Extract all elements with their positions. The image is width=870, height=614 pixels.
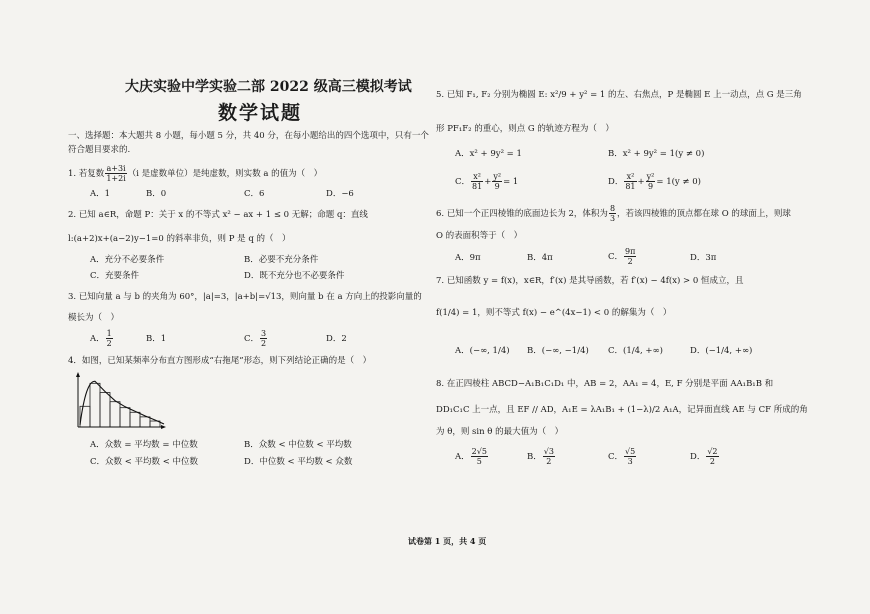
q8-opt-d-label: D． <box>690 452 706 462</box>
q6-vol-num: 8 <box>609 204 616 213</box>
q4-option-b: B．众数 < 中位数 < 平均数 <box>244 440 352 450</box>
q5-c-9: 9 <box>494 182 500 191</box>
q5-d-81: 81 <box>625 182 636 191</box>
histogram-bar <box>130 412 140 427</box>
q5-d-9: 9 <box>647 182 654 191</box>
q5-opt-d-tail: = 1(y ≠ 0) <box>656 177 701 187</box>
q6-line2: O 的表面积等于（ ） <box>436 231 523 241</box>
x-axis-arrow-icon <box>161 425 166 429</box>
q2-option-a: A．充分不必要条件 <box>90 255 165 265</box>
q3-line1: 3. 已知向量 a 与 b 的夹角为 60°，|a|=3，|a+b|=√13，则向量 b 在 a 方向上的投影向量的 <box>68 292 422 302</box>
q7-option-a: A．(−∞, 1/4) <box>455 346 510 356</box>
histogram-bar <box>120 408 130 427</box>
q7-line1: 7. 已知函数 y = f(x)，x∈R，f′(x) 是其导函数，若 f′(x) − 4f(x) > 0 恒成立，且 <box>436 276 744 286</box>
q8-opt-a-label: A． <box>455 452 470 462</box>
q1-option-a: A．1 <box>90 189 111 199</box>
histogram-density-curve <box>80 381 164 425</box>
q1-suffix: （i 是虚数单位）是纯虚数，则实数 a 的值为（ ） <box>127 169 323 179</box>
q6-option-c <box>608 247 637 267</box>
q5-opt-c-frac1 <box>471 172 483 191</box>
q8-opt-a-frac <box>471 447 488 466</box>
q5-line2: 形 PF₁F₂ 的重心，则点 G 的轨迹方程为（ ） <box>436 124 614 134</box>
q5-c-81: 81 <box>472 182 483 191</box>
histogram-bar <box>140 417 150 427</box>
q1-option-b: B．0 <box>146 189 167 199</box>
q3-opt-a-label: A． <box>90 334 105 344</box>
q1-option-d: D．−6 <box>326 189 354 199</box>
q8-opt-a-num: 2√5 <box>471 447 487 456</box>
q8-opt-d-den: 2 <box>709 457 715 466</box>
q5-option-a: A．x² + 9y² = 1 <box>455 149 522 159</box>
q6-option-b: B．4π <box>527 253 553 263</box>
q5-c-y2: y² <box>493 172 502 181</box>
q8-option-c <box>608 447 637 467</box>
q2-option-d: D．既不充分也不必要条件 <box>244 271 345 281</box>
subject-title: 数学试题 <box>218 102 303 124</box>
q5-opt-c-tail: = 1 <box>503 177 519 187</box>
q6-option-d: D．3π <box>690 253 717 263</box>
q3-option-a <box>90 329 114 349</box>
q8-opt-c-frac <box>624 447 636 466</box>
q2-option-b: B．必要不充分条件 <box>244 255 319 265</box>
q8-opt-c-den: 3 <box>627 457 633 466</box>
q5-d-y2: y² <box>646 172 655 181</box>
q5-option-d: D． $\frac{\text{x²}}{81}$ + $\frac{\text{y²}}{9}$ = 1(y ≠ 0) <box>608 172 701 191</box>
q8-opt-b-frac <box>543 447 555 466</box>
q5-c-x2: x² <box>471 172 483 182</box>
page-footer: 试卷第 1 页，共 4 页 <box>408 536 487 546</box>
q6-vol-den: 3 <box>609 214 616 223</box>
q8-opt-b-label: B． <box>527 452 542 462</box>
q7-line2: f(1/4) = 1，则不等式 f(x) − e^(4x−1) < 0 的解集为（ ） <box>436 308 672 318</box>
q4-option-c: C．众数 < 平均数 < 中位数 <box>90 457 199 467</box>
histogram-bar <box>110 402 120 427</box>
q4-line1: 4．如图，已知某频率分布直方图形成“右拖尾”形态，则下列结论正确的是（ ） <box>68 356 372 366</box>
q8-option-d <box>690 447 720 467</box>
section-instructions-line1: 一、选择题：本大题共 8 小题，每小题 5 分，共 40 分，在每小题给出的四个选项中，只有一个 <box>68 131 429 141</box>
q5-opt-d-frac2 <box>646 172 656 191</box>
q6-line1-post: ，若该四棱锥的顶点都在球 O 的球面上，则球 <box>617 209 791 219</box>
q6-opt-c-den: 2 <box>627 257 633 266</box>
q4-option-d: D．中位数 < 平均数 < 众数 <box>244 457 353 467</box>
q3-opt-a-num: 1 <box>106 329 112 338</box>
q3-option-b: B．1 <box>146 334 167 344</box>
q8-opt-b-den: 2 <box>546 457 552 466</box>
q6-option-a: A．9π <box>455 253 481 263</box>
q8-line2: DD₁C₁C 上一点，且 EF // AD，A₁E = λA₁B₁ + (1−λ)/2 A₁A，记异面直线 AE 与 CF 所成的角 <box>436 405 808 415</box>
q3-opt-a-frac <box>106 329 113 348</box>
q3-opt-c-label: C． <box>244 334 260 344</box>
q3-option-d: D．2 <box>326 334 347 344</box>
q2-line1: 2. 已知 a∈R，命题 P：关于 x 的不等式 x² − ax + 1 ≤ 0 无解；命题 q：直线 <box>68 210 368 220</box>
q8-line3: 为 θ，则 sin θ 的最大值为（ ） <box>436 427 564 437</box>
q5-opt-c-label: C． <box>455 177 471 187</box>
q6-line1-pre: 6. 已知一个正四棱锥的底面边长为 2，体积为 <box>436 209 608 219</box>
q5-opt-d-label: D． <box>608 177 624 187</box>
q7-option-d: D．(−1/4, +∞) <box>690 346 753 356</box>
q8-opt-b-num: √3 <box>543 447 554 456</box>
q8-opt-d-num: √2 <box>707 447 718 456</box>
q5-d-x2: x² <box>624 172 636 182</box>
q6-opt-c-num: 9π <box>625 247 636 256</box>
question-1-stem <box>68 163 322 185</box>
q8-opt-d-frac <box>706 447 718 466</box>
histogram-bars <box>80 383 160 427</box>
q3-opt-c-num: 3 <box>261 329 267 338</box>
school-title: 大庆实验中学实验二部 2022 级高三模拟考试 <box>125 79 412 95</box>
q3-line2: 模长为（ ） <box>68 313 120 323</box>
q6-opt-c-frac <box>624 247 636 266</box>
q1-frac-num: a+3i <box>106 164 126 173</box>
q8-option-a <box>455 447 489 467</box>
q7-option-b: B．(−∞, −1/4) <box>527 346 589 356</box>
section-instructions-line2: 符合题目要求的. <box>68 145 131 155</box>
y-axis-arrow-icon <box>76 372 80 377</box>
q3-option-c <box>244 329 268 349</box>
q6-line1 <box>436 204 791 224</box>
q4-histogram-figure <box>74 372 166 432</box>
q3-opt-c-den: 2 <box>261 339 267 348</box>
q5-opt-d-frac1 <box>624 172 636 191</box>
q1-prefix: 1. 若复数 <box>68 169 105 179</box>
q1-option-c: C．6 <box>244 189 265 199</box>
q6-volume-frac <box>609 204 616 223</box>
q3-opt-c-frac <box>260 329 267 348</box>
q3-opt-a-den: 2 <box>106 339 112 348</box>
q6-opt-c-label: C． <box>608 252 624 262</box>
q5-opt-c-frac2 <box>492 172 502 191</box>
q5-line1: 5. 已知 F₁, F₂ 分别为椭圆 E: x²/9 + y² = 1 的左、右焦点，P 是椭圆 E 上一动点，点 G 是三角 <box>436 90 802 100</box>
q8-opt-c-label: C． <box>608 452 624 462</box>
q8-opt-c-num: √5 <box>625 447 636 456</box>
q8-option-b <box>527 447 556 467</box>
histogram-bar <box>90 383 100 427</box>
q4-option-a: A．众数 = 平均数 = 中位数 <box>90 440 198 450</box>
q2-option-c: C．充要条件 <box>90 271 140 281</box>
q1-frac-den: 1+2i <box>106 174 126 183</box>
q1-fraction <box>105 164 126 183</box>
q7-option-c: C．(1/4, +∞) <box>608 346 663 356</box>
histogram-bar <box>100 393 110 428</box>
q5-option-c: C． $\frac{\text{x²}}{81}$ + $\frac{\text{y²}}{9}$ = 1 <box>455 172 519 191</box>
q2-line2: l:(a+2)x+(a−2)y−1=0 的斜率非负，则 P 是 q 的（ ） <box>68 234 291 244</box>
q5-option-b: B．x² + 9y² = 1(y ≠ 0) <box>608 149 705 159</box>
q8-opt-a-den: 5 <box>476 457 482 466</box>
q8-line1: 8. 在正四棱柱 ABCD−A₁B₁C₁D₁ 中，AB = 2，AA₁ = 4，E, F 分别是平面 AA₁B₁B 和 <box>436 379 774 389</box>
